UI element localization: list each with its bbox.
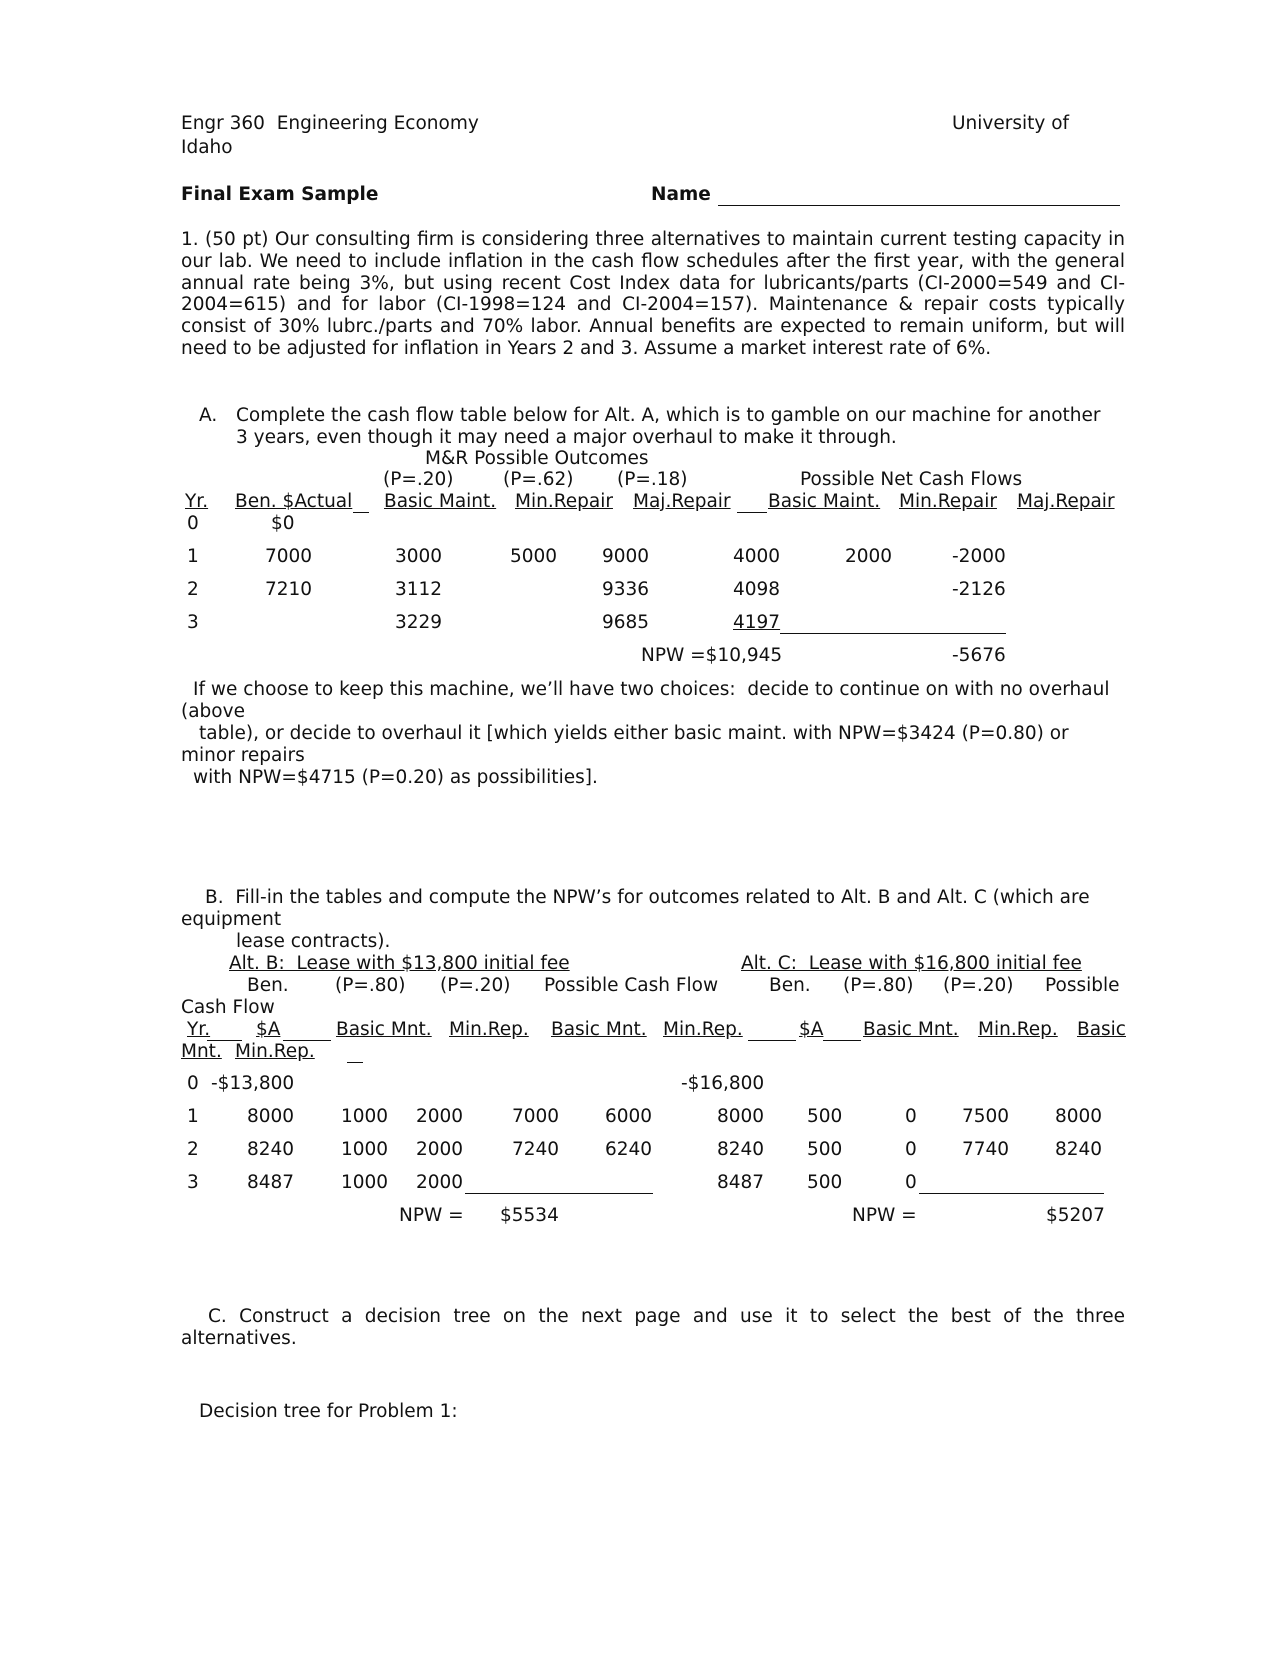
followup-line2: (above [181, 701, 245, 722]
npw-label-c: NPW = [852, 1205, 917, 1226]
npw-alt-a: NPW =$10,945 [641, 645, 783, 666]
col-net-mr-b: Min.Rep. [663, 1019, 743, 1040]
col-yr: Yr. [185, 491, 209, 512]
col-a-b: $A [256, 1019, 281, 1040]
npw-alt-c: $5207 [1046, 1205, 1105, 1226]
hdr-cash-flow-c: Cash Flow [181, 997, 275, 1018]
col-mr-b: Min.Rep. [449, 1019, 529, 1040]
prob-basic: (P=.20) [383, 469, 454, 490]
col-net-bm-b: Basic Mnt. [551, 1019, 647, 1040]
hdr-possible-cash-flow-b: Possible Cash Flow [544, 975, 719, 996]
table-row: 3 [187, 612, 199, 633]
table-row: 1 [187, 1106, 199, 1127]
alt-c-title: Alt. C: Lease with $16,800 initial fee [741, 953, 1082, 974]
alt-b-title: Alt. B: Lease with $13,800 initial fee [229, 953, 570, 974]
col-minrep-c: Min.Rep. [235, 1041, 315, 1062]
fill-in-line[interactable] [919, 1193, 1104, 1194]
university-line1: University of [952, 113, 1070, 134]
decision-tree-label: Decision tree for Problem 1: [199, 1401, 458, 1422]
col-ben-actual: Ben. $Actual [235, 491, 353, 512]
course-title: Engr 360 Engineering Economy [181, 113, 479, 134]
hdr-possible-c: Possible [1045, 975, 1120, 996]
table-row: 2 [187, 579, 199, 600]
problem-intro: 1. (50 pt) Our consulting firm is considering three alternatives to maintain current testing capacity in our lab. We need to include inflation in the cash flow schedules after the first year, with the general annual rate being 3%, but using recent Cost Index data for lubricants/parts (CI-2000=549 and CI-2004=615) and for labor (CI-1998=124 and CI-2004=157). Maintenance & repair costs typically consist of 30% lubrc./parts and 70% labor. Annual benefits are expected to remain uniform, but will need to be adjusted for inflation in Years 2 and 3. Assume a market interest rate of 6%. [181, 229, 1125, 359]
hdr-p80-b: (P=.80) [335, 975, 406, 996]
col-mnt-c: Mnt. [181, 1041, 222, 1062]
followup-line4: minor repairs [181, 745, 305, 766]
col-maj-repair: Maj.Repair [633, 491, 731, 512]
part-b-line1: B. Fill-in the tables and compute the NPW’s for outcomes related to Alt. B and Alt. C (which are [205, 887, 1090, 908]
part-b-line2: equipment [181, 909, 282, 930]
followup-line3: table), or decide to overhaul it [which yields either basic maint. with NPW=$3424 (P=0.80) or [199, 723, 1069, 744]
exam-title: Final Exam Sample [181, 184, 379, 205]
table-row: 0 [187, 513, 199, 534]
fill-in-line[interactable] [465, 1193, 653, 1194]
col-yr-b: Yr. [187, 1019, 211, 1040]
npw-alt-a-major: -5676 [952, 645, 1006, 666]
col-basic-c: Basic [1077, 1019, 1126, 1040]
name-blank-line[interactable] [718, 205, 1120, 206]
hdr-p80-c: (P=.80) [843, 975, 914, 996]
part-a-line2: 3 years, even though it may need a major overhaul to make it through. [236, 427, 897, 448]
university-line2: Idaho [181, 137, 233, 158]
prob-minor: (P=.62) [503, 469, 574, 490]
followup-line1: If we choose to keep this machine, we’ll have two choices: decide to continue on with no overhaul [193, 679, 1110, 700]
npw-label-b: NPW = [399, 1205, 464, 1226]
col-net-min-repair: Min.Repair [899, 491, 997, 512]
part-a-line1: Complete the cash flow table below for Alt. A, which is to gamble on our machine for another [236, 405, 1101, 426]
net-cash-flows-header: Possible Net Cash Flows [800, 469, 1023, 490]
part-c-text: C. Construct a decision tree on the next page and use it to select the best of the three alternatives. [181, 1306, 1125, 1349]
col-net-maj-repair: Maj.Repair [1017, 491, 1115, 512]
col-net-basic-maint: Basic Maint. [768, 491, 881, 512]
prob-major: (P=.18) [617, 469, 688, 490]
table-row: 2 [187, 1139, 199, 1160]
hdr-p20-b: (P=.20) [440, 975, 511, 996]
part-a-label: A. [199, 405, 218, 426]
fill-in-line[interactable] [780, 633, 1006, 634]
name-label: Name [651, 184, 711, 205]
hdr-ben-c: Ben. [769, 975, 811, 996]
table-row: 0 [187, 1073, 199, 1094]
table-row: 3 [187, 1172, 199, 1193]
hdr-ben-b: Ben. [247, 975, 289, 996]
col-bm-c: Basic Mnt. [863, 1019, 959, 1040]
part-b-line3: lease contracts). [236, 931, 391, 952]
col-a-c: $A [799, 1019, 824, 1040]
net-basic-year3: 4197 [733, 612, 781, 633]
hdr-p20-c: (P=.20) [943, 975, 1014, 996]
table-row: 1 [187, 546, 199, 567]
followup-line5: with NPW=$4715 (P=0.20) as possibilities]. [193, 767, 598, 788]
col-basic-maint: Basic Maint. [384, 491, 497, 512]
col-mr-c: Min.Rep. [978, 1019, 1058, 1040]
col-bm-b: Basic Mnt. [336, 1019, 432, 1040]
mr-outcomes-header: M&R Possible Outcomes [425, 448, 649, 469]
col-min-repair: Min.Repair [515, 491, 613, 512]
npw-alt-b: $5534 [500, 1205, 559, 1226]
